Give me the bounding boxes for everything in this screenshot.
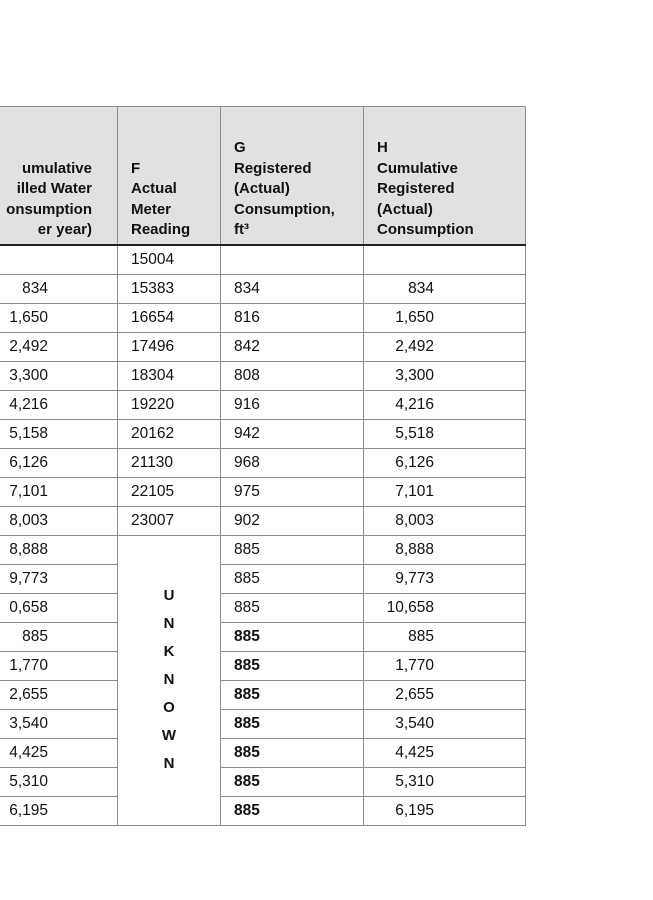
table-row (0, 680, 526, 709)
cell-h: 4,425 (364, 738, 526, 767)
cell-f: 23007 (118, 506, 221, 535)
header-row (0, 107, 526, 245)
cell-h: 2,492 (364, 332, 526, 361)
header-f: F Actual Meter Reading (118, 107, 221, 245)
cell-e: 834 (0, 274, 118, 303)
cell-h: 7,101 (364, 477, 526, 506)
cell-e: 4,425 (0, 738, 118, 767)
header-g: G Registered (Actual) Consumption, ft³ (221, 107, 364, 245)
table-row (0, 506, 526, 535)
table-row (0, 390, 526, 419)
table-row (0, 448, 526, 477)
table-row (0, 535, 526, 564)
table-row (0, 767, 526, 796)
cell-e: 2,492 (0, 332, 118, 361)
table-row (0, 245, 526, 275)
table-row (0, 622, 526, 651)
cell-f: 16654 (118, 303, 221, 332)
cell-g: 885 (221, 767, 364, 796)
cell-g: 885 (221, 535, 364, 564)
cell-e: 1,650 (0, 303, 118, 332)
cell-f: 20162 (118, 419, 221, 448)
cell-g: 816 (221, 303, 364, 332)
unknown-letter: K (163, 643, 175, 660)
cell-h: 885 (364, 622, 526, 651)
cell-g: 885 (221, 593, 364, 622)
table-row (0, 593, 526, 622)
cell-f: 15383 (118, 274, 221, 303)
table-row (0, 303, 526, 332)
cell-h: 9,773 (364, 564, 526, 593)
cell-h: 8,888 (364, 535, 526, 564)
cell-f: 15004 (118, 245, 221, 275)
cell-g: 834 (221, 274, 364, 303)
table-row (0, 738, 526, 767)
cell-g (221, 245, 364, 275)
cell-f: 21130 (118, 448, 221, 477)
cell-e: 1,770 (0, 651, 118, 680)
cell-g: 885 (221, 622, 364, 651)
cell-g: 842 (221, 332, 364, 361)
cell-e: 9,773 (0, 564, 118, 593)
table-row (0, 796, 526, 825)
cell-g: 885 (221, 709, 364, 738)
consumption-table (0, 106, 526, 826)
table-row (0, 477, 526, 506)
unknown-letter: U (163, 587, 175, 604)
cell-e: 8,888 (0, 535, 118, 564)
table-row (0, 274, 526, 303)
cell-f: 19220 (118, 390, 221, 419)
cell-h (364, 245, 526, 275)
cell-h: 5,518 (364, 419, 526, 448)
cell-f: 22105 (118, 477, 221, 506)
cell-h: 6,195 (364, 796, 526, 825)
cell-e: 7,101 (0, 477, 118, 506)
cell-g: 916 (221, 390, 364, 419)
header-h: H Cumulative Registered (Actual) Consumption (364, 107, 526, 245)
unknown-letter: N (163, 615, 175, 632)
cell-g: 942 (221, 419, 364, 448)
cell-f: 18304 (118, 361, 221, 390)
cell-g: 885 (221, 738, 364, 767)
cell-h: 6,126 (364, 448, 526, 477)
cell-h: 2,655 (364, 680, 526, 709)
cell-h: 5,310 (364, 767, 526, 796)
cell-f: 17496 (118, 332, 221, 361)
cell-g: 885 (221, 651, 364, 680)
cell-g: 902 (221, 506, 364, 535)
cell-g: 885 (221, 680, 364, 709)
cell-g: 885 (221, 564, 364, 593)
cell-g: 975 (221, 477, 364, 506)
cell-g: 885 (221, 796, 364, 825)
cell-e: 6,195 (0, 796, 118, 825)
cell-e (0, 245, 118, 275)
cell-h: 10,658 (364, 593, 526, 622)
cell-e: 4,216 (0, 390, 118, 419)
table-row (0, 419, 526, 448)
table-row (0, 361, 526, 390)
cell-e: 885 (0, 622, 118, 651)
cell-e: 5,158 (0, 419, 118, 448)
unknown-merged-cell (118, 535, 221, 825)
cell-h: 8,003 (364, 506, 526, 535)
table-row (0, 709, 526, 738)
cell-e: 8,003 (0, 506, 118, 535)
header-e: umulative illed Water onsumption er year) (0, 107, 118, 245)
cell-h: 834 (364, 274, 526, 303)
cell-e: 6,126 (0, 448, 118, 477)
cell-h: 1,650 (364, 303, 526, 332)
table-row (0, 651, 526, 680)
cell-h: 3,540 (364, 709, 526, 738)
cell-e: 3,300 (0, 361, 118, 390)
cell-h: 1,770 (364, 651, 526, 680)
table-row (0, 564, 526, 593)
cell-h: 3,300 (364, 361, 526, 390)
cell-h: 4,216 (364, 390, 526, 419)
unknown-letter: O (163, 699, 175, 716)
unknown-letter: W (161, 727, 177, 744)
unknown-letter: N (163, 671, 175, 688)
cell-e: 0,658 (0, 593, 118, 622)
cell-g: 808 (221, 361, 364, 390)
cell-e: 3,540 (0, 709, 118, 738)
cell-g: 968 (221, 448, 364, 477)
unknown-letter: N (163, 755, 175, 772)
cell-e: 5,310 (0, 767, 118, 796)
cell-e: 2,655 (0, 680, 118, 709)
table-row (0, 332, 526, 361)
